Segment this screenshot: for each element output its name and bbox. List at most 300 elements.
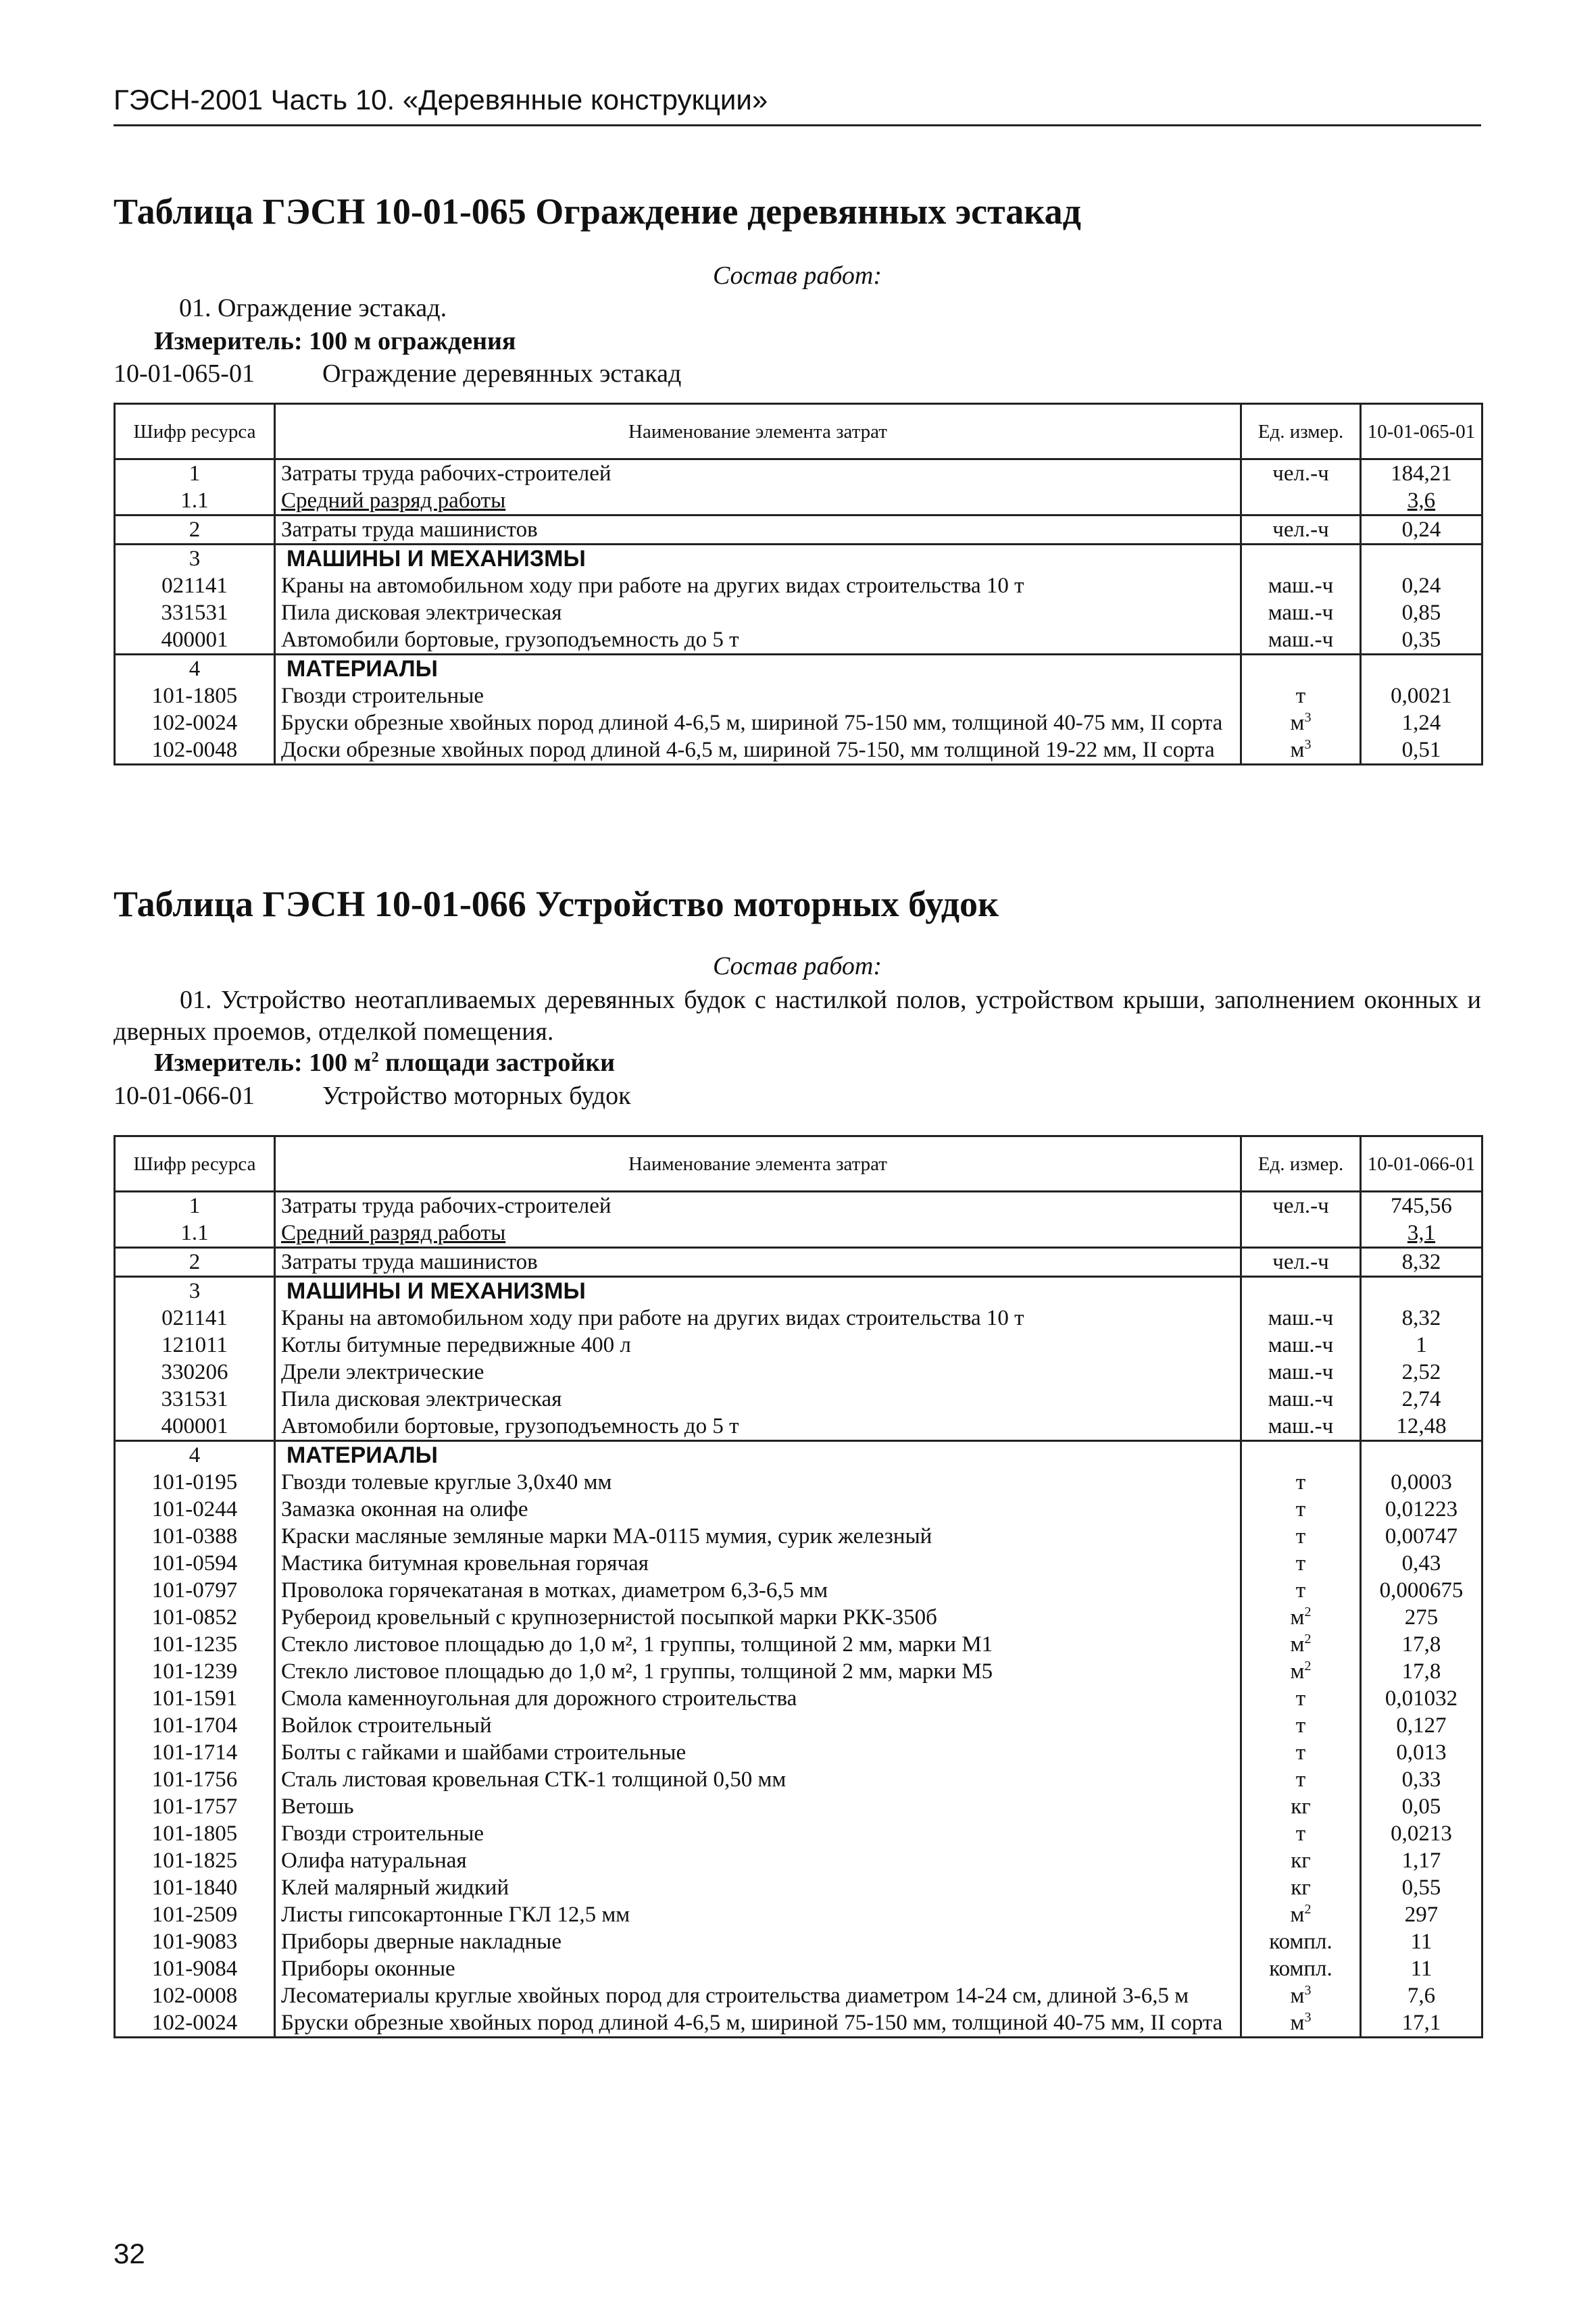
resource-name [275, 682, 1241, 709]
table-row [115, 515, 1482, 545]
table-row [115, 1604, 1482, 1631]
table-row [115, 487, 1482, 515]
unit-text: т [1295, 1740, 1306, 1765]
resource-name [275, 1955, 1241, 1982]
resource-value [1361, 1928, 1482, 1955]
resource-code: 3 [115, 1277, 275, 1305]
resource-value [1361, 1793, 1482, 1820]
unit-text: т [1295, 1551, 1306, 1576]
resource-value [1361, 1685, 1482, 1712]
resource-code: 331531 [115, 599, 275, 626]
unit-text: кг [1291, 1848, 1311, 1873]
resource-name [275, 1901, 1241, 1928]
value-text: 0,55 [1401, 1876, 1441, 1900]
resource-unit [1241, 1413, 1361, 1441]
resource-name [275, 1847, 1241, 1874]
resource-name-text: Мастика битумная кровельная горячая [281, 1551, 649, 1576]
unit-text: маш.-ч [1268, 574, 1334, 598]
table-row [115, 2009, 1482, 2038]
resource-name-text: Затраты труда машинистов [281, 518, 538, 542]
resource-value [1361, 709, 1482, 736]
resource-code: 2 [115, 515, 275, 545]
resource-name [275, 1928, 1241, 1955]
unit-text: чел.-ч [1272, 461, 1329, 486]
resource-value [1361, 545, 1482, 573]
value-text: 3,6 [1407, 488, 1436, 513]
resource-value [1361, 1577, 1482, 1604]
resource-code: 101-9083 [115, 1928, 275, 1955]
resource-name [275, 1332, 1241, 1359]
unit-text: маш.-ч [1268, 628, 1334, 652]
resource-code: 4 [115, 655, 275, 683]
resource-code: 2 [115, 1248, 275, 1277]
resource-name-text: Сталь листовая кровельная СТК-1 толщиной 0,50 мм [281, 1767, 787, 1792]
value-text: 17,8 [1401, 1632, 1441, 1657]
resource-name [275, 626, 1241, 655]
running-header: ГЭСН-2001 Часть 10. «Деревянные конструкции» [114, 84, 768, 116]
resource-value [1361, 626, 1482, 655]
resource-name-text: Стекло листовое площадью до 1,0 м², 1 группы, толщиной 2 мм, марки М5 [281, 1659, 993, 1684]
norm-code: 10-01-065-01 [114, 359, 255, 388]
resource-unit [1241, 2009, 1361, 2038]
resource-name-text: Лесоматериалы круглые хвойных пород для строительства диаметром 14-24 см, длиной 3-6,5 м [281, 1984, 1189, 2008]
unit-text: компл. [1269, 1957, 1332, 1981]
resource-code: 101-0797 [115, 1577, 275, 1604]
resource-name [275, 1793, 1241, 1820]
unit-text: маш.-ч [1268, 1387, 1334, 1411]
resource-name-text: Краны на автомобильном ходу при работе на других видах строительства 10 т [281, 574, 1024, 598]
resource-unit [1241, 1712, 1361, 1739]
value-text: 2,52 [1401, 1360, 1441, 1384]
table-row [115, 1982, 1482, 2009]
resource-code: 101-1714 [115, 1739, 275, 1766]
value-text: 0,51 [1401, 738, 1441, 762]
unit-exponent: 3 [1304, 1983, 1312, 1998]
page-number: 32 [114, 2238, 145, 2269]
value-text: 0,01223 [1385, 1497, 1458, 1521]
resource-unit [1241, 1332, 1361, 1359]
resource-name-text: Проволока горячекатаная в мотках, диаметром 6,3-6,5 мм [281, 1578, 828, 1603]
value-text: 0,85 [1401, 601, 1441, 625]
resource-name-text: Приборы дверные накладные [281, 1930, 562, 1954]
resource-value [1361, 736, 1482, 765]
resource-name [275, 1248, 1241, 1277]
resource-name-text: Листы гипсокартонные ГКЛ 12,5 мм [281, 1903, 630, 1927]
resource-unit [1241, 626, 1361, 655]
unit-text: т [1295, 1497, 1306, 1521]
section-title [275, 1441, 1241, 1469]
resource-unit [1241, 1928, 1361, 1955]
izmeritel-sup: 2 [371, 1048, 379, 1065]
unit-text: маш.-ч [1268, 1360, 1334, 1384]
table-row [115, 1332, 1482, 1359]
unit-exponent: 3 [1304, 710, 1312, 725]
unit-exponent: 2 [1304, 1605, 1312, 1619]
col-header-norm: 10-01-065-01 [1361, 404, 1482, 459]
unit-text: м [1290, 738, 1305, 762]
resource-code: 1 [115, 459, 275, 488]
resource-unit [1241, 1441, 1361, 1469]
col-header-name: Наименование элемента затрат [275, 1136, 1241, 1192]
resource-name [275, 1386, 1241, 1413]
table-row [115, 709, 1482, 736]
resource-name-text: Котлы битумные передвижные 400 л [281, 1333, 631, 1357]
resource-code: 021141 [115, 1305, 275, 1332]
resource-name-text: Краны на автомобильном ходу при работе на других видах строительства 10 т [281, 1306, 1024, 1330]
unit-text: кг [1291, 1794, 1311, 1819]
resource-unit [1241, 1631, 1361, 1658]
unit-text: т [1295, 1821, 1306, 1846]
resource-value [1361, 682, 1482, 709]
resource-name-text: Ветошь [281, 1794, 354, 1819]
resource-value [1361, 1248, 1482, 1277]
resource-unit [1241, 1192, 1361, 1220]
resource-unit [1241, 1874, 1361, 1901]
col-header-norm: 10-01-066-01 [1361, 1136, 1482, 1192]
resource-unit [1241, 1658, 1361, 1685]
resource-name-text: Гвозди строительные [281, 684, 484, 708]
value-text: 12,48 [1396, 1414, 1447, 1438]
resource-value [1361, 1955, 1482, 1982]
unit-text: т [1295, 1686, 1306, 1711]
unit-text: м [1290, 1903, 1305, 1927]
value-text: 297 [1404, 1903, 1439, 1927]
table-row [115, 1550, 1482, 1577]
value-text: 8,32 [1401, 1250, 1441, 1274]
resource-unit [1241, 1685, 1361, 1712]
resource-value [1361, 1874, 1482, 1901]
work-description: 01. Устройство неотапливаемых деревянных будок с настилкой полов, устройством крыши, заполнением оконных и дверных проемов, отделкой помещения. [114, 986, 1481, 1046]
resource-name [275, 1413, 1241, 1441]
resource-name [275, 2009, 1241, 2038]
resource-name-text: Замазка оконная на олифе [281, 1497, 528, 1521]
resource-name-text: Автомобили бортовые, грузоподъемность до 5 т [281, 628, 739, 652]
resource-name-text: Автомобили бортовые, грузоподъемность до 5 т [281, 1414, 739, 1438]
resource-name-text: Средний разряд работы [281, 1221, 506, 1245]
resource-value [1361, 1386, 1482, 1413]
norm-description: Ограждение деревянных эстакад [322, 359, 682, 388]
resource-name-text: Гвозди строительные [281, 1821, 484, 1846]
col-header-unit: Ед. измер. [1241, 404, 1361, 459]
section-row [115, 1441, 1482, 1469]
resource-code: 101-1591 [115, 1685, 275, 1712]
resource-unit [1241, 1847, 1361, 1874]
resource-code: 1.1 [115, 1219, 275, 1248]
table-row [115, 736, 1482, 765]
resource-name [275, 1577, 1241, 1604]
table-row [115, 1685, 1482, 1712]
value-text: 11 [1410, 1930, 1432, 1954]
table-row [115, 1469, 1482, 1496]
unit-exponent: 3 [1304, 2010, 1312, 2025]
table-row [115, 1820, 1482, 1847]
norm-description: Устройство моторных будок [322, 1082, 631, 1110]
resource-code: 101-0852 [115, 1604, 275, 1631]
resource-name-text: Смола каменноугольная для дорожного строительства [281, 1686, 797, 1711]
table-row [115, 599, 1482, 626]
resource-code: 101-1757 [115, 1793, 275, 1820]
resource-name-text: Приборы оконные [281, 1957, 455, 1981]
unit-text: чел.-ч [1272, 518, 1329, 542]
unit-text: м [1290, 2011, 1305, 2035]
unit-text: кг [1291, 1876, 1311, 1900]
resource-value [1361, 1658, 1482, 1685]
resource-name [275, 1219, 1241, 1248]
resource-name [275, 1550, 1241, 1577]
resource-table [114, 1135, 1483, 2038]
table-row [115, 1577, 1482, 1604]
resource-name-text: Болты с гайками и шайбами строительные [281, 1740, 687, 1765]
resource-name [275, 1739, 1241, 1766]
resource-unit [1241, 599, 1361, 626]
resource-name-text: Клей малярный жидкий [281, 1876, 509, 1900]
resource-value [1361, 487, 1482, 515]
resource-name [275, 1469, 1241, 1496]
resource-name [275, 1685, 1241, 1712]
value-text: 11 [1410, 1957, 1432, 1981]
table-row [115, 1739, 1482, 1766]
resource-name-text: Дрели электрические [281, 1360, 484, 1384]
resource-name [275, 709, 1241, 736]
value-text: 0,35 [1401, 628, 1441, 652]
value-text: 0,24 [1401, 574, 1441, 598]
izmeritel-rest: площади застройки [378, 1049, 616, 1077]
resource-name-text: Рубероид кровельный с крупнозернистой посыпкой марки РКК-350б [281, 1605, 937, 1630]
resource-value [1361, 1219, 1482, 1248]
resource-code: 331531 [115, 1386, 275, 1413]
resource-name-text: Средний разряд работы [281, 488, 506, 513]
section-row [115, 545, 1482, 573]
resource-name [275, 1359, 1241, 1386]
value-text: 0,05 [1401, 1794, 1441, 1819]
table-title: Таблица ГЭСН 10-01-066 Устройство моторных будок [114, 884, 999, 924]
resource-code: 101-1239 [115, 1658, 275, 1685]
resource-value [1361, 2009, 1482, 2038]
value-text: 0,013 [1396, 1740, 1447, 1765]
unit-text: т [1295, 1578, 1306, 1603]
section-row [115, 1277, 1482, 1305]
unit-text: маш.-ч [1268, 1306, 1334, 1330]
unit-text: чел.-ч [1272, 1194, 1329, 1218]
value-text: 1 [1416, 1333, 1427, 1357]
unit-text: т [1295, 1767, 1306, 1792]
resource-name [275, 515, 1241, 545]
resource-value [1361, 1359, 1482, 1386]
resource-name-text: МАШИНЫ И МЕХАНИЗМЫ [286, 1278, 586, 1304]
value-text: 184,21 [1391, 461, 1452, 486]
value-text: 0,0213 [1391, 1821, 1452, 1846]
resource-unit [1241, 545, 1361, 573]
unit-text: чел.-ч [1272, 1250, 1329, 1274]
resource-value [1361, 599, 1482, 626]
table-row [115, 626, 1482, 655]
resource-unit [1241, 515, 1361, 545]
resource-name-text: Гвозди толевые круглые 3,0х40 мм [281, 1470, 612, 1494]
resource-unit [1241, 1386, 1361, 1413]
table-row [115, 1955, 1482, 1982]
resource-code: 1 [115, 1192, 275, 1220]
resource-name [275, 1874, 1241, 1901]
resource-name [275, 572, 1241, 599]
unit-text: т [1295, 1524, 1306, 1549]
unit-exponent: 2 [1304, 1902, 1312, 1917]
section-title [275, 1277, 1241, 1305]
resource-name [275, 599, 1241, 626]
value-text: 0,01032 [1385, 1686, 1458, 1711]
table-title: Таблица ГЭСН 10-01-065 Ограждение деревянных эстакад [114, 191, 1081, 232]
value-text: 8,32 [1401, 1306, 1441, 1330]
izmeritel-value: 100 м ограждения [309, 327, 516, 355]
resource-unit [1241, 1604, 1361, 1631]
resource-name [275, 1305, 1241, 1332]
resource-value [1361, 1496, 1482, 1523]
unit-text: м [1290, 1984, 1305, 2008]
value-text: 275 [1404, 1605, 1439, 1630]
resource-name-text: МАТЕРИАЛЫ [286, 656, 438, 682]
header-rule [114, 124, 1481, 126]
resource-unit [1241, 1955, 1361, 1982]
table-row [115, 1496, 1482, 1523]
resource-unit [1241, 1219, 1361, 1248]
work-description: 01. Ограждение эстакад. [179, 294, 447, 322]
resource-name-text: Доски обрезные хвойных пород длиной 4-6,5 м, шириной 75-150, мм толщиной 19-22 мм, II сорта [281, 738, 1215, 762]
table-row [115, 1874, 1482, 1901]
resource-unit [1241, 572, 1361, 599]
resource-value [1361, 1413, 1482, 1441]
resource-name [275, 736, 1241, 765]
unit-text: т [1295, 684, 1306, 708]
col-header-unit: Ед. измер. [1241, 1136, 1361, 1192]
resource-table [114, 403, 1483, 765]
resource-code: 101-1840 [115, 1874, 275, 1901]
table-row [115, 1219, 1482, 1248]
resource-name [275, 1523, 1241, 1550]
unit-text: м [1290, 1605, 1305, 1630]
value-text: 1,24 [1401, 711, 1441, 735]
resource-code: 1.1 [115, 487, 275, 515]
resource-name-text: МАТЕРИАЛЫ [286, 1442, 438, 1468]
resource-unit [1241, 1739, 1361, 1766]
resource-name-text: Краски масляные земляные марки МА-0115 мумия, сурик железный [281, 1524, 932, 1549]
resource-value [1361, 1739, 1482, 1766]
resource-name-text: Олифа натуральная [281, 1848, 467, 1873]
resource-name-text: Войлок строительный [281, 1713, 492, 1738]
resource-value [1361, 1631, 1482, 1658]
value-text: 17,1 [1401, 2011, 1441, 2035]
resource-unit [1241, 1577, 1361, 1604]
value-text: 0,000675 [1379, 1578, 1464, 1603]
resource-unit [1241, 1496, 1361, 1523]
unit-text: компл. [1269, 1930, 1332, 1954]
resource-code: 101-1704 [115, 1712, 275, 1739]
unit-exponent: 2 [1304, 1659, 1312, 1674]
resource-unit [1241, 1766, 1361, 1793]
resource-name [275, 1631, 1241, 1658]
resource-code: 400001 [115, 1413, 275, 1441]
resource-name [275, 1658, 1241, 1685]
resource-name [275, 1766, 1241, 1793]
resource-unit [1241, 1550, 1361, 1577]
resource-unit [1241, 1359, 1361, 1386]
resource-value [1361, 1277, 1482, 1305]
resource-name [275, 487, 1241, 515]
resource-code: 101-0594 [115, 1550, 275, 1577]
resource-name-text: Затраты труда рабочих-строителей [281, 1194, 612, 1218]
unit-text: маш.-ч [1268, 1333, 1334, 1357]
value-text: 0,00747 [1385, 1524, 1458, 1549]
resource-code: 121011 [115, 1332, 275, 1359]
resource-unit [1241, 487, 1361, 515]
resource-value [1361, 1604, 1482, 1631]
value-text: 7,6 [1407, 1984, 1436, 2008]
resource-name-text: Затраты труда рабочих-строителей [281, 461, 612, 486]
resource-name-text: Бруски обрезные хвойных пород длиной 4-6,5 м, шириной 75-150 мм, толщиной 40-75 мм, II сорта [281, 2011, 1223, 2035]
value-text: 1,17 [1401, 1848, 1441, 1873]
unit-text: т [1295, 1713, 1306, 1738]
table-row [115, 682, 1482, 709]
value-text: 0,24 [1401, 518, 1441, 542]
resource-name [275, 459, 1241, 488]
value-text: 0,43 [1401, 1551, 1441, 1576]
resource-unit [1241, 736, 1361, 765]
sostav-heading: Состав работ: [712, 261, 882, 290]
resource-code: 102-0008 [115, 1982, 275, 2009]
value-text: 0,0021 [1391, 684, 1452, 708]
resource-name [275, 1820, 1241, 1847]
resource-value [1361, 655, 1482, 683]
unit-exponent: 2 [1304, 1632, 1312, 1646]
resource-code: 330206 [115, 1359, 275, 1386]
resource-unit [1241, 1982, 1361, 2009]
resource-value [1361, 572, 1482, 599]
unit-text: м [1290, 1632, 1305, 1657]
value-text: 0,0003 [1391, 1470, 1452, 1494]
unit-text: маш.-ч [1268, 1414, 1334, 1438]
resource-name [275, 1604, 1241, 1631]
resource-name [275, 1982, 1241, 2009]
resource-value [1361, 1305, 1482, 1332]
resource-code: 101-0244 [115, 1496, 275, 1523]
table-row [115, 1658, 1482, 1685]
resource-code: 101-0388 [115, 1523, 275, 1550]
izmeritel-label: Измеритель: [154, 1049, 303, 1077]
resource-value [1361, 1469, 1482, 1496]
resource-value [1361, 459, 1482, 488]
resource-unit [1241, 459, 1361, 488]
section-title [275, 655, 1241, 683]
resource-unit [1241, 1277, 1361, 1305]
col-header-name: Наименование элемента затрат [275, 404, 1241, 459]
table-row [115, 1793, 1482, 1820]
unit-text: маш.-ч [1268, 601, 1334, 625]
resource-code: 021141 [115, 572, 275, 599]
table-row [115, 572, 1482, 599]
resource-value [1361, 1901, 1482, 1928]
table-row [115, 1305, 1482, 1332]
resource-code: 101-9084 [115, 1955, 275, 1982]
resource-code: 3 [115, 545, 275, 573]
value-text: 0,33 [1401, 1767, 1441, 1792]
resource-name-text: Пила дисковая электрическая [281, 1387, 562, 1411]
resource-unit [1241, 1305, 1361, 1332]
resource-code: 101-1756 [115, 1766, 275, 1793]
table-row [115, 1523, 1482, 1550]
resource-name [275, 1192, 1241, 1220]
resource-name [275, 1496, 1241, 1523]
value-text: 745,56 [1391, 1194, 1452, 1218]
resource-unit [1241, 1793, 1361, 1820]
table-row [115, 1847, 1482, 1874]
